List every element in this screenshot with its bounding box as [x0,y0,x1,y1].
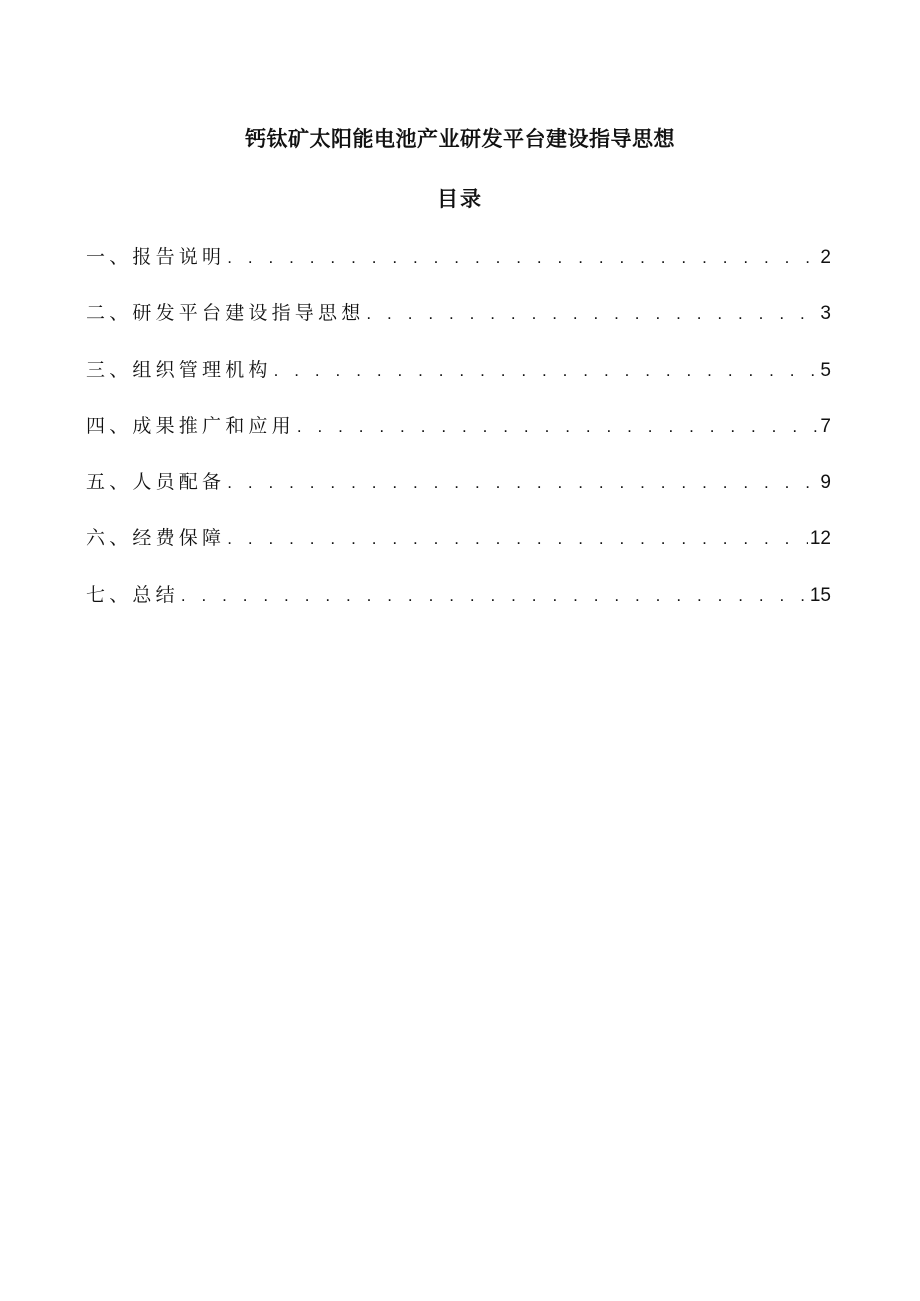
toc-entry[interactable] [86,296,831,330]
toc-dot-leader [227,522,808,556]
toc-dot-leader [274,354,819,388]
toc-entry-page: 7 [820,415,831,437]
toc-entry-page: 5 [820,359,831,381]
toc-entry[interactable] [86,353,831,387]
toc-entry-label: 六、经费保障 [86,527,226,550]
toc-dot-leader [297,410,819,444]
toc-entry-label: 五、人员配备 [86,471,226,494]
toc-dot-leader [181,579,808,613]
toc-entry-page: 2 [820,247,831,268]
table-of-contents [86,240,831,634]
toc-entry-label: 一、报告说明 [86,246,226,268]
document-title: 钙钛矿太阳能电池产业研发平台建设指导思想 [245,127,675,151]
toc-dot-leader [366,297,818,331]
toc-heading: 目录 [437,187,483,211]
toc-entry[interactable] [86,521,831,555]
toc-entry-label: 二、研发平台建设指导思想 [86,302,365,325]
toc-entry-page: 15 [809,584,831,606]
toc-dot-leader [227,466,818,500]
toc-entry-page: 3 [820,303,831,325]
toc-entry-label: 四、成果推广和应用 [86,414,295,437]
toc-entry-label: 三、组织管理机构 [86,358,272,381]
toc-entry[interactable] [86,578,831,612]
toc-entry[interactable] [86,465,831,499]
toc-entry-page: 12 [809,528,831,550]
toc-entry-page: 9 [820,472,831,494]
toc-entry[interactable] [86,409,831,443]
toc-entry[interactable] [86,240,831,274]
toc-entry-label: 七、总结 [86,583,179,606]
toc-dot-leader [227,241,818,275]
